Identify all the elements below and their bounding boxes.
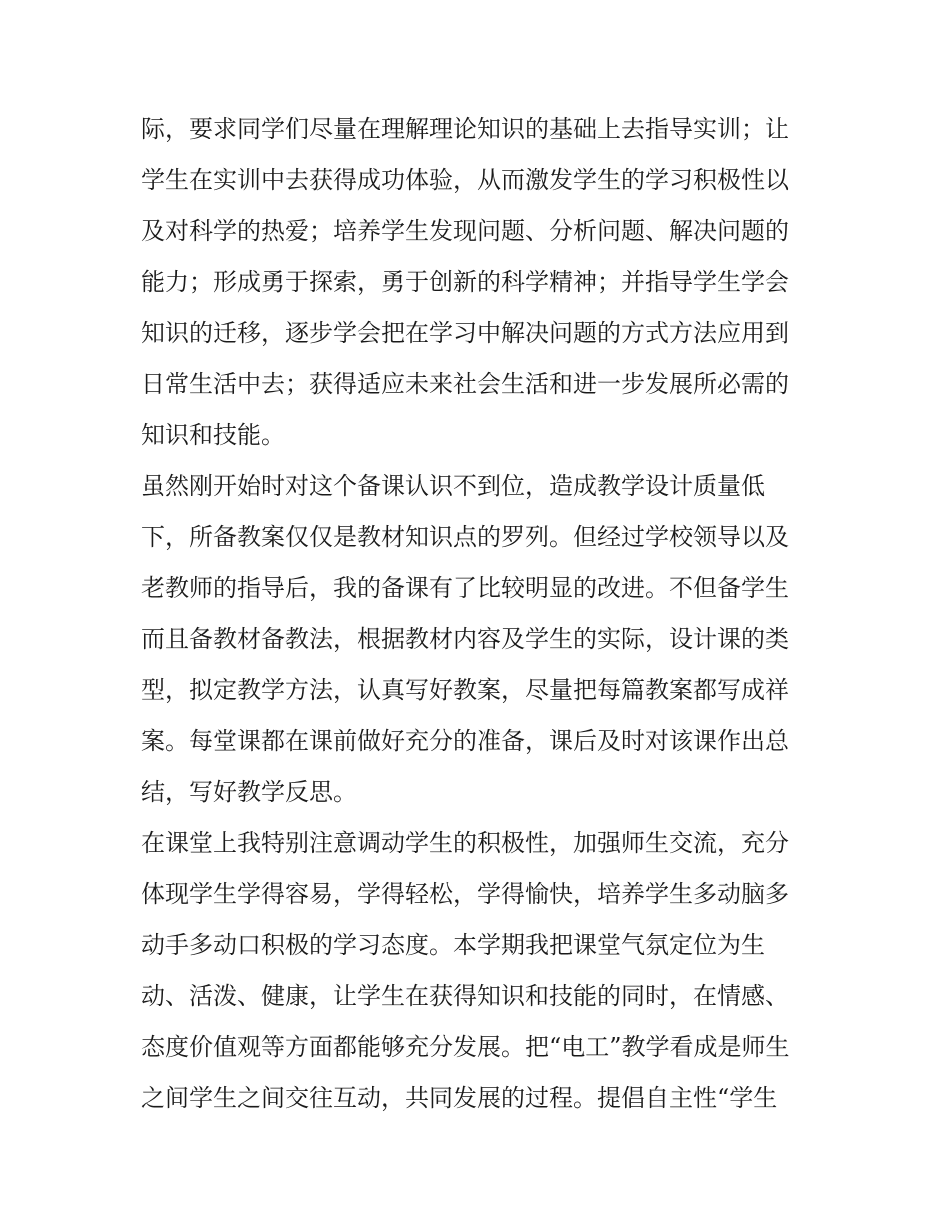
text-line: 知识的迁移，逐步学会把在学习中解决问题的方式方法应用到 — [141, 319, 789, 347]
text-line: 下，所备教案仅仅是教材知识点的罗列。但经过学校领导以及 — [141, 523, 789, 551]
text-line: 结，写好教学反思。 — [141, 778, 357, 806]
text-line: 态度价值观等方面都能够充分发展。把“电工”教学看成是师生 — [141, 1033, 790, 1061]
text-line: 能力；形成勇于探索，勇于创新的科学精神；并指导学生学会 — [141, 268, 789, 296]
text-line: 型，拟定教学方法，认真写好教案，尽量把每篇教案都写成祥 — [141, 676, 789, 704]
text-line: 在课堂上我特别注意调动学生的积极性，加强师生交流，充分 — [141, 829, 789, 857]
text-line: 动、活泼、健康，让学生在获得知识和技能的同时，在情感、 — [141, 982, 789, 1010]
text-line: 日常生活中去；获得适应未来社会生活和进一步发展所必需的 — [141, 370, 789, 398]
text-line: 学生在实训中去获得成功体验，从而激发学生的学习积极性以 — [141, 166, 789, 194]
paragraph-3 — [141, 818, 821, 1124]
text-line: 知识和技能。 — [141, 421, 285, 449]
text-line: 之间学生之间交往互动，共同发展的过程。提倡自主性“学生 — [141, 1084, 778, 1112]
text-line: 案。每堂课都在课前做好充分的准备，课后及时对该课作出总 — [141, 727, 789, 755]
text-line: 体现学生学得容易，学得轻松，学得愉快，培养学生多动脑多 — [141, 880, 789, 908]
text-line: 动手多动口积极的学习态度。本学期我把课堂气氛定位为生 — [141, 931, 765, 959]
text-line: 老教师的指导后，我的备课有了比较明显的改进。不但备学生 — [141, 574, 789, 602]
paragraph-2 — [141, 461, 821, 818]
paragraph-1 — [141, 104, 821, 461]
text-line: 及对科学的热爱；培养学生发现问题、分析问题、解决问题的 — [141, 217, 789, 245]
text-line: 际，要求同学们尽量在理解理论知识的基础上去指导实训；让 — [141, 115, 789, 143]
text-line: 而且备教材备教法，根据教材内容及学生的实际，设计课的类 — [141, 625, 789, 653]
text-line: 虽然刚开始时对这个备课认识不到位，造成教学设计质量低 — [141, 472, 765, 500]
